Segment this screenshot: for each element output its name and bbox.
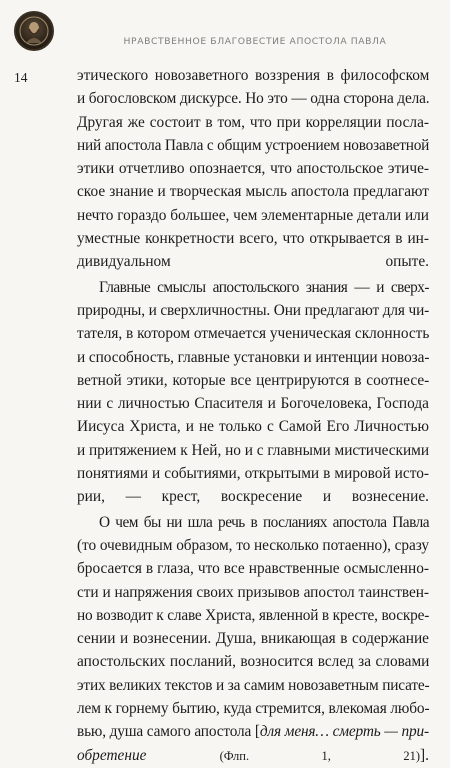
text-line: этики отчетливо опознается, что апостольское этиче- (77, 160, 429, 178)
apostle-portrait-icon (14, 11, 54, 51)
paragraph-2 (77, 276, 429, 509)
text-line: Иисуса Христа, и не только с Самой Его Личностью (77, 418, 429, 436)
text-line: и богословском дискурсе. Но это — одна сторона дела. (77, 90, 430, 108)
text-line: природны, и сверхличностны. Они предлагают для чи- (77, 301, 430, 319)
closing-bracket: ]. (420, 746, 429, 764)
text-line: ское знание и творческая мысль апостола предлагают (77, 183, 429, 201)
text-line: дивидуальном опыте. (77, 253, 429, 271)
text-line: бросается в глаза, что все нравственные осмысленно- (77, 560, 429, 578)
text-line: этического новозаветного воззрения в философском (77, 67, 430, 84)
text-line: Другая же состоит в том, что при корреляции посла- (77, 113, 429, 131)
paragraph-1 (77, 64, 429, 274)
text-line-with-quote (77, 720, 429, 743)
text-line: апостольских посланий, возносится вслед за словами (77, 653, 430, 671)
text-line: ветной этики, которые все центрируются в соотнесе- (77, 371, 430, 389)
text-line: и притяжением к Ней, но и с главными мистическими (77, 441, 429, 459)
scripture-quote: для меня… смерть — при- (259, 723, 429, 741)
running-head: НРАВСТВЕННОЕ БЛАГОВЕСТИЕ АПОСТОЛА ПАВЛА (123, 36, 387, 47)
page-header (0, 0, 450, 62)
text-line-last (77, 744, 429, 768)
text-line: тателя, в котором отмечается ученическая склонность (77, 325, 430, 343)
text-fragment: вью, душа самого апостола [ (77, 723, 260, 741)
text-line: О чем бы ни шла речь в посланиях апостола Павла (99, 513, 429, 531)
scripture-reference: (Флп. 1, 21) (219, 748, 421, 763)
text-line: уместные конкретности всего, что открывается в ин- (77, 230, 429, 248)
text-line: этих великих текстов и за самим новозаветным писате- (77, 676, 430, 694)
text-line: ний апостола Павла с общим устроением новозаветной (77, 136, 430, 154)
text-line: сении и вознесении. Душа, вникающая в содержание (77, 630, 429, 648)
text-line: нии с личностью Спасителя и Богочеловека, Господа (77, 395, 429, 413)
text-line: и способность, главные установки и интенции новоза- (77, 348, 430, 366)
text-line: нечто гораздо большее, чем элементарные детали или (77, 206, 429, 224)
text-line: Главные смыслы апостольского знания — и сверх- (99, 278, 429, 296)
page-number: 14 (14, 70, 28, 85)
text-line: но возводит к славе Христа, явленной в кресте, воскре- (77, 606, 430, 624)
text-line: лем к горнему бытию, куда стремится, влекомая любо- (77, 700, 430, 718)
text-line: (то очевидным образом, то несколько потаенно), сразу (77, 536, 429, 554)
body-text (77, 64, 429, 768)
text-line: сти и напряжения своих призывов апостол таинствен- (77, 583, 429, 601)
scripture-quote-end: обретение (77, 746, 147, 764)
paragraph-3 (77, 511, 429, 768)
text-line: рии, — крест, воскресение и вознесение. (77, 488, 429, 506)
text-line: понятиями и событиями, открытыми в мировой исто- (77, 465, 429, 483)
